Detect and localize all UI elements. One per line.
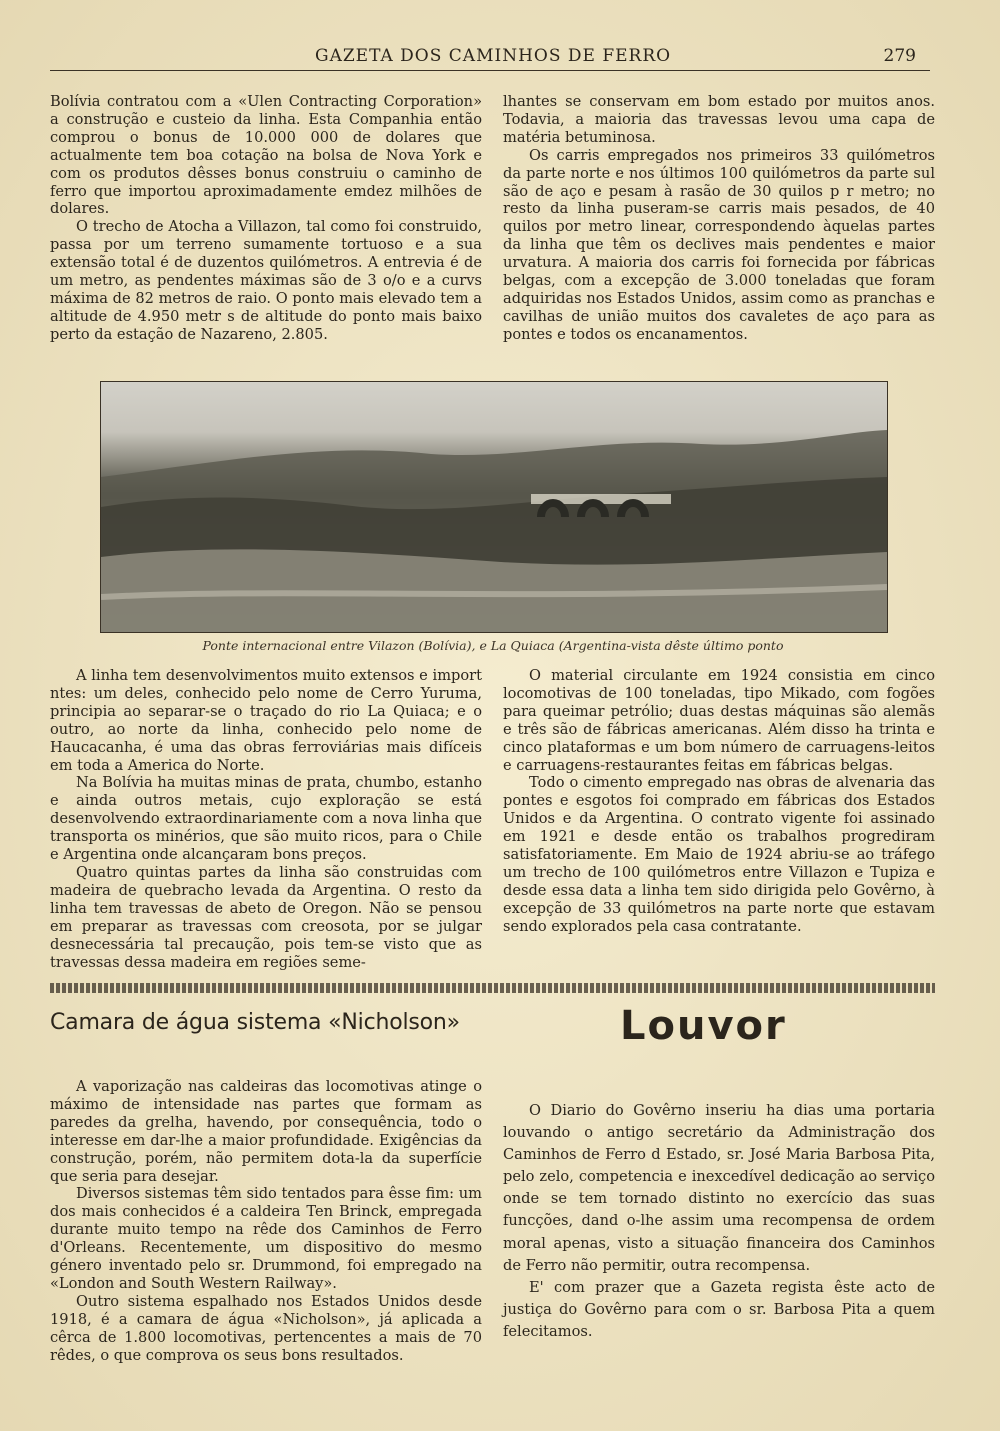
- page-number: 279: [883, 46, 916, 66]
- paragraph: Outro sistema espalhado nos Estados Unidos desde 1918, é a camara de água «Nicholson», já aplicada a cêrca de 1.800 locomotivas, pertencentes a mais de 70 rêdes, o que comprova os seus bons resultados.: [50, 1292, 482, 1364]
- page-header: [50, 44, 930, 71]
- louvor-heading: Louvor: [620, 1003, 787, 1049]
- paragraph: lhantes se conservam em bom estado por muitos anos. Todavia, a maioria das travessas levou uma capa de matéria betuminosa.: [503, 93, 935, 146]
- paragraph: E' com prazer que a Gazeta regista êste acto de justiça do Govêrno para com o sr. Barbosa Pita a quem felecitamos.: [503, 1278, 935, 1340]
- photo-caption: Ponte internacional entre Vilazon (Bolívia), e La Quiaca (Argentina-vista dêste último ponto: [202, 638, 784, 653]
- article-column-2: [503, 93, 935, 344]
- camara-article: [50, 1078, 482, 1365]
- section-divider: [50, 983, 935, 993]
- paragraph: Quatro quintas partes da linha são construidas com madeira de quebracho levada da Argentina. O resto da linha tem travessas de abeto de Oregon. Não se pensou em preparar as travessas com creosota, por se julgar desnecessária tal precaução, pois tem-se visto que as travessas dessa madeira em regiões seme-: [50, 863, 482, 971]
- paragraph: O material circulante em 1924 consistia em cinco locomotivas de 100 toneladas, tipo Mikado, com fogões para queimar petrólio; duas destas máquinas são alemãs e três são de fábricas americanas. Além disso ha trinta e cinco plataformas e um bom número de carruagens-leitos e carruagens-restaurantes feitas em fábricas belgas.: [503, 667, 935, 774]
- paragraph: A vaporização nas caldeiras das locomotivas atinge o máximo de intensidade nas partes que formam as paredes da grelha, havendo, por consequência, todo o interesse em dar-lhe a maior profundidade. Exigências da construção, porém, não permitem dota-la da superfície que seria para desejar.: [50, 1078, 482, 1185]
- paragraph: Os carris empregados nos primeiros 33 quilómetros da parte norte e nos últimos 100 quilómetros da parte sul são de aço e pesam à rasão de 30 quilos p r metro; no resto da linha puseram-se carris mais pesados, de 40 quilos por metro linear, correspondendo àquelas partes da linha que têm os declives mais pendentes e maior urvatura. A maioria dos carris foi fornecida por fábricas belgas, com a excepção de 3.000 toneladas que foram adquiridas nos Estados Unidos, assim como as pranchas e cavilhas de união muitos dos cavaletes de aço para as pontes e todos os encanamentos.: [503, 146, 935, 343]
- camara-heading: Camara de água sistema «Nicholson»: [50, 1010, 460, 1035]
- bridge-photo: [100, 381, 888, 633]
- louvor-article: [503, 1100, 935, 1343]
- article-column-4: [503, 667, 935, 936]
- paragraph: Diversos sistemas têm sido tentados para êsse fim: um dos mais conhecidos é a caldeira Ten Brinck, empregada durante muito tempo na rêde dos Caminhos de Ferro d'Orleans. Recentemente, um dispositivo do mesmo género inventado pelo sr. Drummond, foi empregado na «London and South Western Railway».: [50, 1185, 482, 1292]
- paragraph: Bolívia contratou com a «Ulen Contracting Corporation» a construção e custeio da linha. Esta Companhia então comprou o bonus de 10.000 000 de dolares que actualmente tem boa cotação na bolsa de Nova York e com os produtos dêsses bonus construiu o caminho de ferro que importou aproximadamente emdez milhões de dolares.: [50, 93, 482, 218]
- article-column-3: [50, 667, 482, 971]
- publication-title: GAZETA DOS CAMINHOS DE FERRO: [315, 46, 672, 66]
- paragraph: O trecho de Atocha a Villazon, tal como foi construido, passa por um terreno sumamente tortuoso e a sua extensão total é de duzentos quilómetros. A entrevia é de um metro, as pendentes máximas são de 3 o/o e a curvs máxima de 82 metros de raio. O ponto mais elevado tem a altitude de 4.950 metr s de altitude do ponto mais baixo perto da estação de Nazareno, 2.805.: [50, 218, 482, 343]
- paragraph: Todo o cimento empregado nas obras de alvenaria das pontes e esgotos foi comprado em fábricas dos Estados Unidos e da Argentina. O contrato vigente foi assinado em 1921 e desde então os trabalhos progrediram satisfatoriamente. Em Maio de 1924 abriu-se ao tráfego um trecho de 100 quilómetros entre Villazon e Tupiza e desde essa data a linha tem sido dirigida pelo Govêrno, à excepção de 33 quilómetros na parte norte que estavam sendo explorados pela casa contratante.: [503, 774, 935, 935]
- article-column-1: [50, 93, 482, 344]
- paragraph: O Diario do Govêrno inseriu ha dias uma portaria louvando o antigo secretário da Administração dos Caminhos de Ferro d Estado, sr. José Maria Barbosa Pita, pelo zelo, competencia e inexcedível dedicação ao serviço onde se tem tornado distinto no exercício das suas funcções, dand o-lhe assim uma recompensa de ordem moral apenas, visto a situação financeira dos Caminhos de Ferro não permitir, outra recompensa.: [503, 1102, 935, 1274]
- paragraph: Na Bolívia ha muitas minas de prata, chumbo, estanho e ainda outros metais, cujo exploração se está desenvolvendo extraordinariamente com a nova linha que transporta os minérios, que são muito ricos, para o Chile e Argentina onde alcançaram bons preços.: [50, 774, 482, 864]
- paragraph: A linha tem desenvolvimentos muito extensos e import ntes: um deles, conhecido pelo nome de Cerro Yuruma, principia ao separar-se o traçado do rio La Quiaca; e o outro, ao norte da linha, conhecido pelo nome de Haucacanha, é uma das obras ferroviárias mais difíceis em toda a America do Norte.: [50, 667, 482, 774]
